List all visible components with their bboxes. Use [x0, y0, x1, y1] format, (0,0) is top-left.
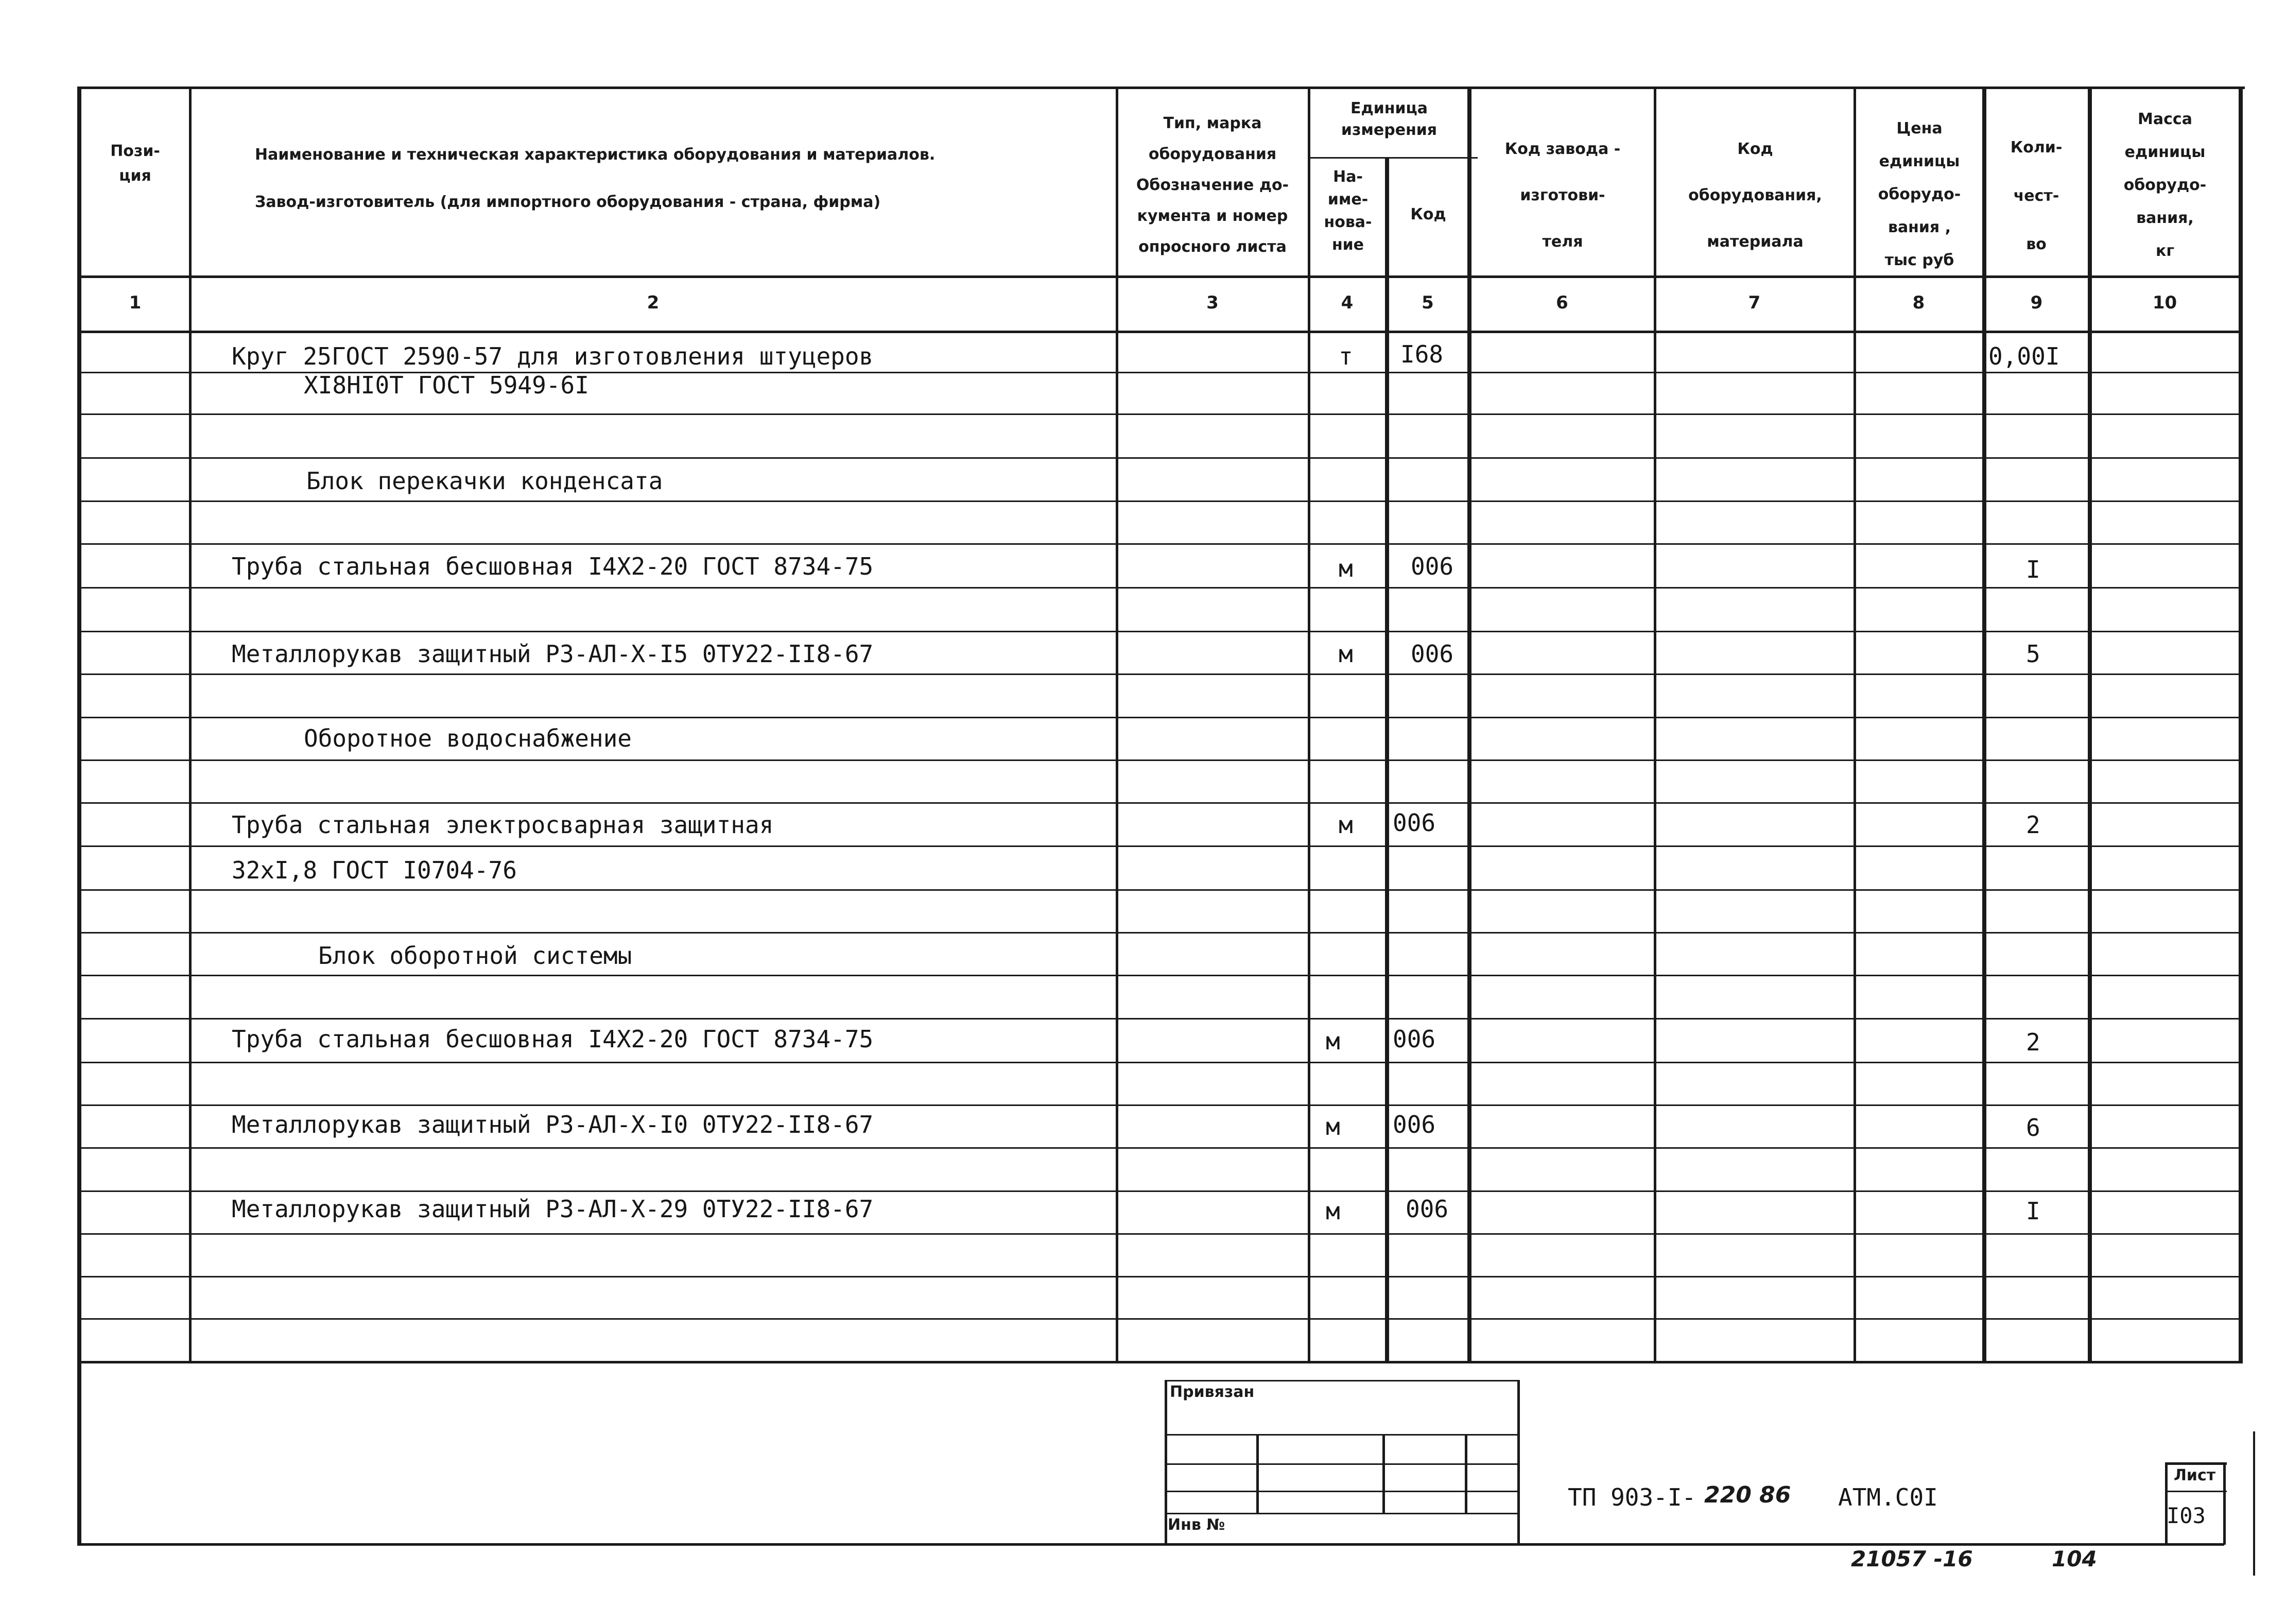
- header-name: Наименование и техническая характеристика оборудования и материалов. Завод-изготовитель (для импортного оборудования - страна, фирма): [255, 146, 936, 211]
- stamp-line: [1256, 1434, 1259, 1514]
- row-line: [77, 1147, 2243, 1149]
- sheet-number: I03: [2167, 1503, 2206, 1528]
- row-line: [77, 845, 2243, 847]
- row-code: 006: [1406, 1195, 1449, 1223]
- header-factory-code: Код завода - изготови- теля: [1504, 140, 1621, 251]
- archive-number: 21057 -16: [1851, 1546, 1973, 1571]
- header-unit-group: Единица измерения: [1341, 99, 1438, 139]
- row-unit: м: [1339, 811, 1353, 839]
- col-number-1: 1: [129, 292, 142, 313]
- col-line-7: [1854, 87, 1856, 1363]
- row-name-pipe-seamless: Труба стальная бесшовная I4X2-20 ГОСТ 8734-75: [232, 552, 874, 580]
- row-unit: м: [1339, 640, 1353, 668]
- header-equipment-code: Код оборудования, материала: [1688, 140, 1822, 251]
- row-name-pipe-seamless-2: Труба стальная бесшовная I4X2-20 ГОСТ 8734-75: [232, 1025, 874, 1053]
- row-line: [77, 932, 2243, 934]
- row-qty: 2: [2026, 811, 2040, 839]
- col-line-5: [1467, 87, 1471, 1363]
- row-line: [77, 717, 2243, 718]
- header-position: Пози- ция: [110, 142, 160, 185]
- col-line-3: [1308, 87, 1310, 1363]
- row-line: [77, 975, 2243, 976]
- attached-label: Привязан: [1170, 1383, 1255, 1401]
- row-name-pipe-welded: Труба стальная электросварная защитная: [232, 811, 774, 839]
- section-condensate-pump: Блок перекачки конденсата: [306, 467, 663, 495]
- row-line: [77, 673, 2243, 675]
- doc-code-prefix: ТП 903-I-: [1568, 1483, 1696, 1511]
- row-code: I68: [1400, 340, 1444, 368]
- row-line: [77, 1276, 2243, 1277]
- unit-header-split: [1310, 157, 1478, 159]
- row-line: [77, 1018, 2243, 1020]
- col-number-4: 4: [1341, 292, 1354, 313]
- sheet-label: Лист: [2174, 1466, 2216, 1484]
- col-number-6: 6: [1556, 292, 1568, 313]
- row-code: 006: [1393, 1111, 1436, 1138]
- row-line: [77, 543, 2243, 545]
- row-line: [77, 1190, 2243, 1192]
- row-line: [77, 631, 2243, 632]
- col-number-10: 10: [2152, 292, 2177, 313]
- col-number-5: 5: [1422, 292, 1434, 313]
- row-line: [77, 587, 2243, 589]
- frame-right: [2239, 87, 2243, 1363]
- header-price: Цена единицы оборудо- вания , тыс руб: [1878, 119, 1961, 269]
- row-code: 006: [1393, 809, 1436, 837]
- row-unit: м: [1326, 1197, 1340, 1225]
- row-name-krug: Круг 25ГОСТ 2590-57 для изготовления штуцеров: [232, 342, 874, 370]
- page-number: 104: [2052, 1546, 2097, 1571]
- section-circulating-water: Оборотное водоснабжение: [304, 724, 632, 752]
- section-circulating-system: Блок оборотной системы: [318, 942, 632, 970]
- stamp-line: [1165, 1380, 1520, 1381]
- col-number-3: 3: [1206, 292, 1219, 313]
- stamp-line: [1382, 1434, 1385, 1514]
- col-line-4: [1385, 157, 1389, 1363]
- row-unit: м: [1339, 555, 1353, 582]
- row-name-steel-grade: XI8HI0T ГОСТ 5949-6I: [304, 371, 589, 399]
- row-name-metal-hose-2: Металлорукав защитный РЗ-АЛ-Х-I0 0ТУ22-II8-67: [232, 1111, 874, 1138]
- stamp-line: [1517, 1380, 1520, 1545]
- row-line: [77, 500, 2243, 502]
- row-qty: 6: [2026, 1114, 2040, 1142]
- row-qty: I: [2026, 556, 2040, 583]
- row-line: [77, 1318, 2243, 1320]
- table-bottom-line: [77, 1361, 2243, 1363]
- col-line-6: [1654, 87, 1656, 1363]
- row-qty: 5: [2026, 640, 2040, 668]
- header-unit-code: Код: [1410, 205, 1446, 223]
- row-line: [77, 802, 2243, 804]
- stamp-line: [1465, 1434, 1467, 1514]
- header-quantity: Коли- чест- во: [2010, 139, 2063, 253]
- row-qty: 2: [2026, 1028, 2040, 1056]
- col-line-9: [2088, 87, 2092, 1363]
- row-qty: 0,00I: [1988, 342, 2060, 370]
- sheet-box-mid: [2165, 1491, 2227, 1492]
- row-line: [77, 889, 2243, 891]
- col-line-2: [1116, 87, 1118, 1363]
- row-line: [77, 1062, 2243, 1063]
- sheet-box-right: [2223, 1462, 2226, 1545]
- frame-top: [77, 87, 2245, 89]
- row-qty: I: [2026, 1197, 2040, 1225]
- frame-left: [77, 87, 81, 1546]
- margin-line: [2253, 1431, 2255, 1576]
- col-number-9: 9: [2030, 292, 2043, 313]
- col-line-1: [189, 87, 192, 1363]
- row-name-metal-hose: Металлорукав защитный РЗ-АЛ-Х-I5 0ТУ22-II8-67: [232, 640, 874, 668]
- doc-code-handwritten: 220 86: [1704, 1482, 1791, 1508]
- col-line-8: [1982, 87, 1986, 1363]
- col-number-8: 8: [1912, 292, 1925, 313]
- frame-bottom: [77, 1543, 2224, 1546]
- row-unit: т: [1339, 342, 1353, 370]
- row-line: [77, 759, 2243, 761]
- row-name-pipe-welded-size: 32хI,8 ГОСТ I0704-76: [232, 856, 517, 884]
- row-unit: м: [1326, 1027, 1340, 1055]
- row-line: [77, 1104, 2243, 1106]
- header-mass: Масса единицы оборудо- вания, кг: [2123, 110, 2207, 260]
- col-number-2: 2: [647, 292, 660, 313]
- sheet-box-top: [2165, 1462, 2227, 1465]
- doc-code-suffix: АТМ.С0I: [1838, 1483, 1938, 1511]
- row-code: 006: [1411, 640, 1454, 668]
- stamp-line: [1165, 1380, 1167, 1545]
- header-type: Тип, марка оборудования Обозначение до- кумента и номер опросного листа: [1136, 114, 1289, 256]
- row-name-metal-hose-3: Металлорукав защитный РЗ-АЛ-Х-29 0ТУ22-II8-67: [232, 1195, 874, 1223]
- header-unit-name: На- име- нова- ние: [1324, 168, 1372, 254]
- row-line: [77, 413, 2243, 415]
- row-code: 006: [1393, 1025, 1436, 1053]
- inv-number-label: Инв №: [1168, 1516, 1225, 1534]
- row-unit: м: [1326, 1113, 1340, 1141]
- row-code: 006: [1411, 552, 1454, 580]
- row-line: [77, 457, 2243, 459]
- col-number-7: 7: [1748, 292, 1761, 313]
- colnum-bottom-line: [77, 331, 2243, 333]
- row-line: [77, 1233, 2243, 1235]
